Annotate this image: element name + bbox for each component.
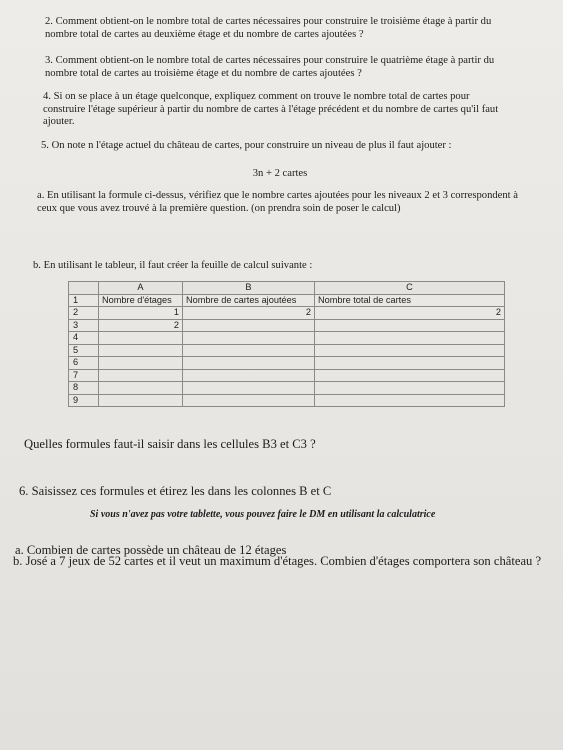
table-row [69, 319, 505, 332]
spreadsheet-table [68, 281, 505, 407]
question-3 [45, 55, 505, 80]
cell-b [183, 357, 315, 370]
cell-c: 2 [315, 307, 505, 320]
cell-b [183, 394, 315, 407]
cell-b [183, 344, 315, 357]
cell-c [315, 394, 505, 407]
question-2 [45, 16, 505, 41]
question-4-text: 4. Si on se place à un étage quelconque, expliquez comment on trouve le nombre total de cartes pour construire l'étage supérieur à partir du nombre de cartes à l'étage précédent et du nombre de cartes qu'il faut ajouter. [43, 91, 499, 127]
question-b [13, 553, 548, 569]
formula [200, 168, 360, 181]
table-row [69, 357, 505, 370]
cell-a: Nombre d'étages [99, 294, 183, 307]
question-4 [43, 91, 513, 129]
column-header-c: C [315, 282, 505, 295]
table-row [69, 294, 505, 307]
column-header-row [69, 282, 505, 295]
question-a-text: a. Combien de cartes possède un château de 12 étages [15, 543, 287, 557]
tablet-note-text: Si vous n'avez pas votre tablette, vous pouvez faire le DM en utilisant la calculatrice [90, 509, 436, 520]
row-number: 9 [69, 394, 99, 407]
table-row [69, 382, 505, 395]
formula-text: 3n + 2 cartes [252, 168, 308, 179]
table-row [69, 369, 505, 382]
cell-c [315, 344, 505, 357]
column-header-a: A [99, 282, 183, 295]
cell-b [183, 369, 315, 382]
spreadsheet [68, 281, 504, 407]
cell-b: Nombre de cartes ajoutées [183, 294, 315, 307]
corner-cell [69, 282, 99, 295]
cell-c [315, 369, 505, 382]
row-number: 1 [69, 294, 99, 307]
cell-a [99, 394, 183, 407]
question-5b [33, 260, 453, 273]
question-5b-text: b. En utilisant le tableur, il faut créer la feuille de calcul suivante : [33, 260, 313, 271]
cell-c [315, 319, 505, 332]
row-number: 8 [69, 382, 99, 395]
cell-b: 2 [183, 307, 315, 320]
cell-a [99, 357, 183, 370]
question-2-text: 2. Comment obtient-on le nombre total de cartes nécessaires pour construire le troisième étage à partir du nombre total de cartes au deuxième étage et du nombre de cartes ajoutées ? [45, 16, 492, 40]
table-row [69, 394, 505, 407]
question-6 [19, 484, 439, 499]
cell-a [99, 332, 183, 345]
tablet-note [90, 509, 510, 522]
row-number: 7 [69, 369, 99, 382]
column-header-b: B [183, 282, 315, 295]
question-6-text: 6. Saisissez ces formules et étirez les dans les colonnes B et C [19, 484, 332, 498]
question-5a [37, 190, 527, 215]
question-5 [41, 140, 511, 153]
cell-c [315, 357, 505, 370]
cell-b [183, 319, 315, 332]
cell-b [183, 332, 315, 345]
table-row [69, 344, 505, 357]
row-number: 6 [69, 357, 99, 370]
question-b-text: b. José a 7 jeux de 52 cartes et il veut un maximum d'étages. Combien d'étages comportera son château ? [13, 554, 542, 568]
cell-a [99, 382, 183, 395]
cell-b [183, 382, 315, 395]
formulas-question-text: Quelles formules faut-il saisir dans les cellules B3 et C3 ? [24, 437, 316, 451]
question-5a-text: a. En utilisant la formule ci-dessus, vérifiez que le nombre cartes ajoutées pour les niveaux 2 et 3 correspondent à ceux que vous avez trouvé à la première question. (on prendra soin de poser le calcul) [37, 190, 518, 214]
cell-a [99, 344, 183, 357]
formulas-question [24, 437, 444, 452]
row-number: 3 [69, 319, 99, 332]
row-number: 2 [69, 307, 99, 320]
cell-a [99, 369, 183, 382]
question-3-text: 3. Comment obtient-on le nombre total de cartes nécessaires pour construire le quatrième étage à partir du nombre total de cartes au troisième étage et du nombre de cartes ajoutées ? [45, 55, 495, 79]
table-row [69, 307, 505, 320]
row-number: 5 [69, 344, 99, 357]
row-number: 4 [69, 332, 99, 345]
table-row [69, 332, 505, 345]
cell-a: 1 [99, 307, 183, 320]
cell-c [315, 382, 505, 395]
cell-a: 2 [99, 319, 183, 332]
cell-c [315, 332, 505, 345]
question-5-text: 5. On note n l'étage actuel du château de cartes, pour construire un niveau de plus il faut ajouter : [41, 140, 452, 151]
cell-c: Nombre total de cartes [315, 294, 505, 307]
